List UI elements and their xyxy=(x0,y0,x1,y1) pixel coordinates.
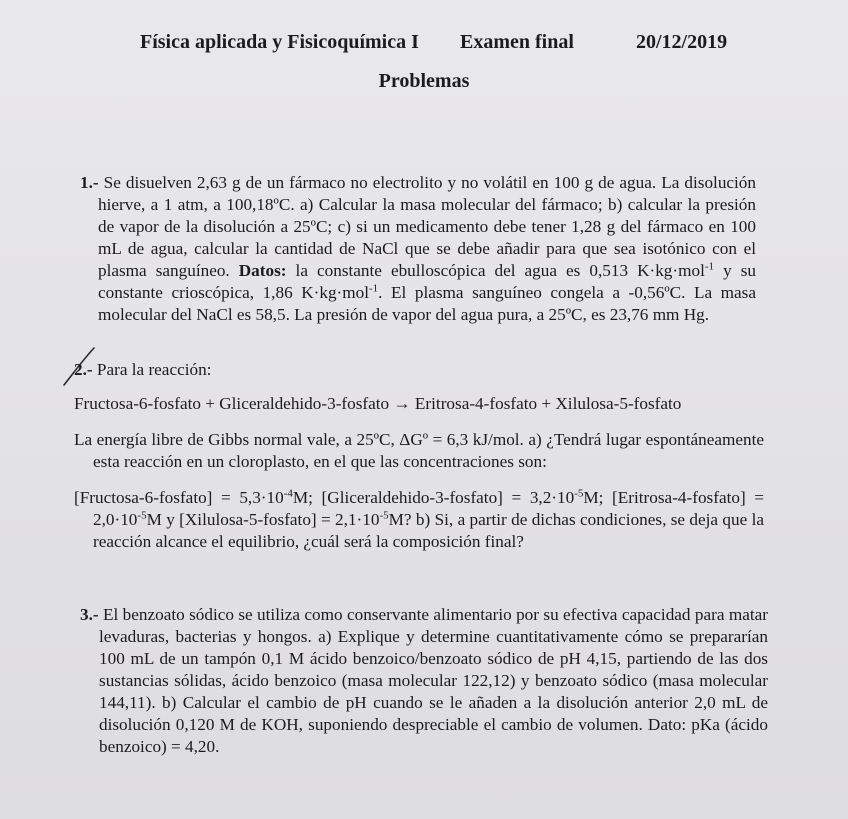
problem-1-number: 1.- xyxy=(80,173,99,192)
exam-header xyxy=(0,31,848,61)
problem-3-text: 3.- El benzoato sódico se utiliza como conservante alimentario por su efectiva capacidad para matar levaduras, bacterias y hongos. a) Explique y determine cuantitativamente cómo se prepararían 100 mL de un tampón 0,1 M ácido benzoico/benzoato sódico de pH 4,15, partiendo de las dos sustancias sólidas, ácido benzoico (masa molecular 122,12) y benzoato sódico (masa molecular 144,11). b) Calcular el cambio de pH cuando se le añaden a la disolución anterior 2,0 mL de disolución 0,120 M de KOH, suponiendo despreciable el cambio de volumen. Dato: pKa (ácido benzoico) = 4,20. xyxy=(80,605,768,756)
datos-label: Datos: xyxy=(238,261,287,280)
course-title: Física aplicada y Fisicoquímica I xyxy=(140,31,419,53)
exam-type: Examen final xyxy=(460,31,574,53)
problem-3 xyxy=(80,604,768,758)
problem-1-text: 1.- Se disuelven 2,63 g de un fármaco no electrolito y no volátil en 100 g de agua. La disolución hierve, a 1 atm, a 100,18ºC. a) Calcular la masa molecular del fármaco; b) calcular la presión de vapor de la disolución a 25ºC; c) si un medicamento debe tener 1,28 g del fármaco en 100 mL de agua, calcular la cantidad de NaCl que se debe añadir para que sea isotónico con el plasma sanguíneo. Datos: la constante ebulloscópica del agua es 0,513 K·kg·mol$^{-1}$ y su constante crioscópica, 1,86 K·kg·mol$^{-1}$. El plasma sanguíneo congela a -0,56ºC. La masa molecular del NaCl es 58,5. La presión de vapor del agua pura, a 25ºC, es 23,76 mm Hg. xyxy=(80,173,757,324)
concentrations-text: [Fructosa-6-fosfato] = $5,3\cdot 10^{-4}M$; [Gliceraldehido-3-fosfato] = $3,2\cdot 10^{-5}M$; [Eritrosa-4-fosfato] = $2,0\cdot 10^{-5}M$ y [Xilulosa-5-fosfato] = $2,1\cdot 10^{-5}M$? b) Si, a partir de dichas condiciones, se deja que la reacción alcance el equilibrio, ¿cuál será la composición final? xyxy=(74,487,764,551)
problem-2-intro: 2.- Para la reacción: xyxy=(74,360,212,379)
reaction-equation: Fructosa-6-fosfato + Gliceraldehido-3-fosfato → Eritrosa-4-fosfato + Xilulosa-5-fosfato xyxy=(74,394,682,413)
problem-3-number: 3.- xyxy=(80,605,99,624)
problem-2-number: 2.- xyxy=(74,360,93,379)
exam-date: 20/12/2019 xyxy=(636,31,728,53)
section-title: Problemas xyxy=(378,70,470,92)
problem-1 xyxy=(80,172,756,326)
problem-2-question: La energía libre de Gibbs normal vale, a 25ºC, ΔGº = 6,3 kJ/mol. a) ¿Tendrá lugar espontáneamente esta reacción en un cloroplasto, en el que las concentraciones son: xyxy=(74,430,764,471)
problem-2 xyxy=(74,359,764,553)
